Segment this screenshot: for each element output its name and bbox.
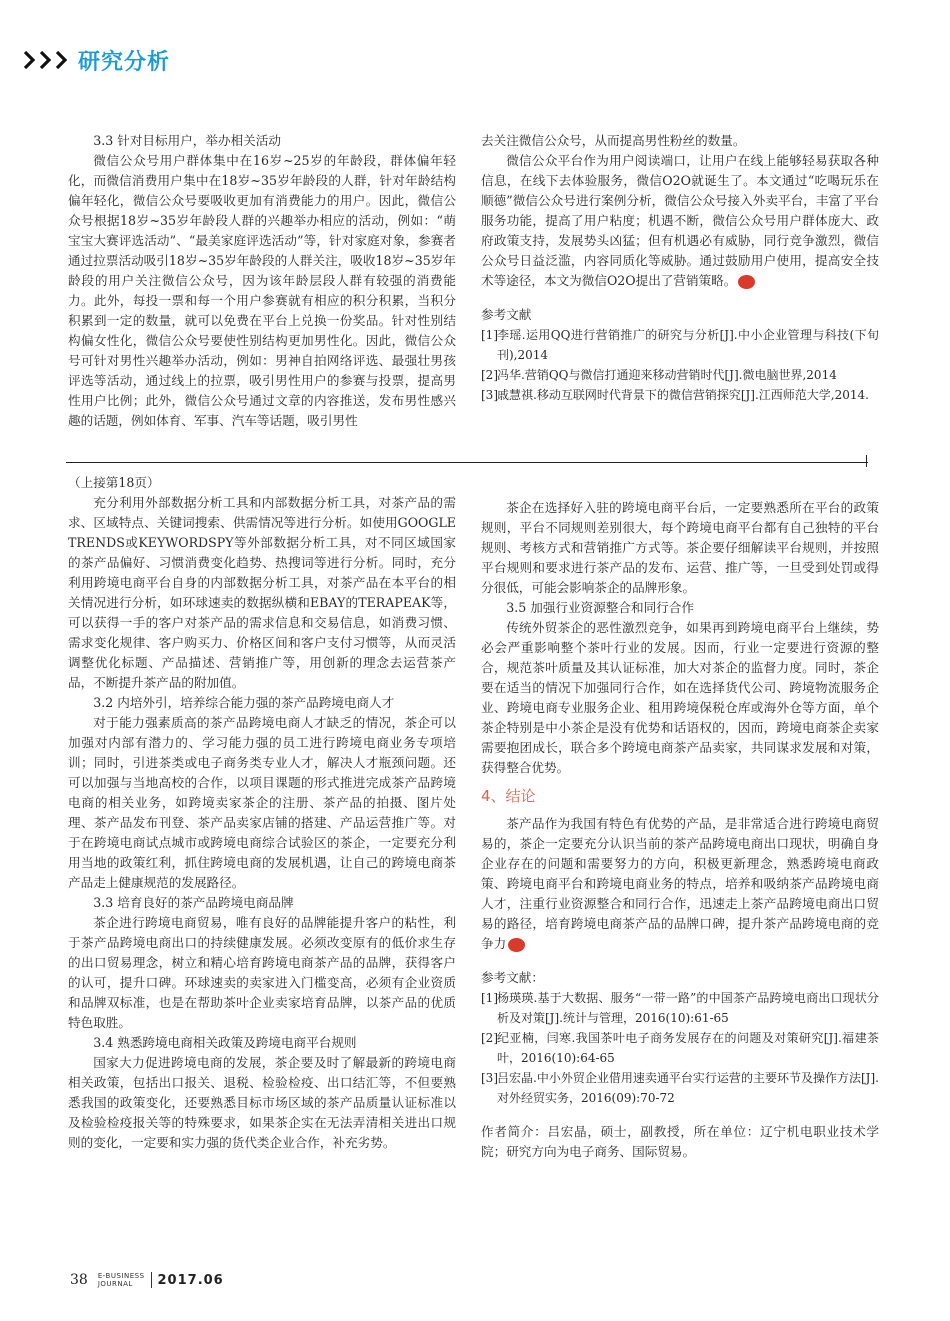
bottom-left-column bbox=[68, 473, 469, 1153]
reference-text: 杨瑛瑛.基于大数据、服务“一带一路”的中国茶产品跨境电商出口现状分析及对策[J].统计与管理，2016(10):61-65 bbox=[497, 991, 879, 1025]
footer-separator bbox=[151, 1272, 152, 1288]
top-left-column bbox=[68, 131, 456, 431]
reference-number: [1] bbox=[481, 328, 498, 342]
reference-text: 李瑶.运用QQ进行营销推广的研究与分析[J].中小企业管理与科技(下旬刊),2014 bbox=[497, 328, 879, 362]
chevron-right-icon bbox=[38, 49, 52, 71]
chevron-right-icon bbox=[54, 49, 68, 71]
journal-name bbox=[98, 1272, 145, 1288]
chevron-right-icon-group bbox=[22, 49, 68, 71]
subsection-heading: 3.3 培育良好的茶产品跨境电商品牌 bbox=[93, 895, 294, 910]
reference-number: [1] bbox=[481, 991, 498, 1005]
reference-number: [3] bbox=[481, 1071, 498, 1085]
paragraph: 国家大力促进跨境电商的发展，茶企要及时了解最新的跨境电商相关政策，包括出口报关、退税、检验检疫、出口结汇等，不但要熟悉我国的政策变化，还要熟悉目标市场区域的茶产品质量认证标准以及检验检疫报关等的特殊要求，如果茶企实在无法弄清相关进出口规则的变化，一定要和实力强的货代类企业合作，补充劣势。 bbox=[68, 1055, 456, 1150]
section-header bbox=[22, 40, 170, 80]
spacer bbox=[481, 1108, 879, 1122]
divider-tick bbox=[866, 455, 867, 467]
paragraph-text: 去关注微信公众号，从而提高男性粉丝的数量。 bbox=[481, 133, 746, 148]
article-divider bbox=[66, 462, 868, 463]
author-bio: 作者简介：吕宏晶，硕士，副教授，所在单位：辽宁机电职业技术学院；研究方向为电子商务、国际贸易。 bbox=[481, 1124, 879, 1159]
paragraph: 对于能力强素质高的茶产品跨境电商人才缺乏的情况，茶企可以加强对内部有潜力的、学习能力强的员工进行跨境电商业务专项培训；同时，引进茶类或电子商务类专业人才，解决人才瓶颈问题。还可以加强与当地高校的合作，以项目课题的形式推进完成茶产品跨境电商的相关业务，如跨境卖家茶企的注册、茶产品的拍摄、图片处理、茶产品发布刊登、茶产品卖家店铺的搭建、产品运营推广等。对于在跨境电商试点城市或跨境电商综合试验区的茶企，一定要充分利用当地的政策红利，抓住跨境电商的发展机遇，让自己的跨境电商茶产品走上健康规范的发展路径。 bbox=[68, 715, 456, 890]
paragraph bbox=[481, 814, 879, 954]
reference-text: 冯华.营销QQ与微信打通迎来移动营销时代[J].微电脑世界,2014 bbox=[497, 368, 837, 382]
paragraph-text: 微信公众平台作为用户阅读端口，让用户在线上能够轻易获取各种信息，在线下去体验服务，微信O2O就诞生了。本文通过“吃喝玩乐在顺德”微信公众号进行案例分析，微信公众号接入外卖平台，丰富了平台服务功能，提高了用户粘度；机遇不断，微信公众号用户群体庞大、政府政策支持，发展势头凶猛；但有机遇必有威胁，同行竞争激烈，微信公众号日益泛滥，内容同质化等威胁。通过鼓励用户使用，提高安全技术等途径，本文为微信O2O提出了营销策略。 bbox=[481, 153, 879, 288]
reference-number: [2] bbox=[481, 1031, 498, 1045]
section-heading-conclusion: 4、结论 bbox=[481, 787, 536, 805]
paragraph-text: 茶产品作为我国有特色有优势的产品，是非常适合进行跨境电商贸易的，茶企一定要充分认识当前的茶产品跨境电商出口现状，明确自身企业存在的问题和需要努力的方向，积极更新理念，熟悉跨境电商政策、跨境电商平台和跨境电商业务的特点，培养和吸纳茶产品跨境电商人才，注重行业资源整合和同行合作，迅速走上茶产品跨境电商出口贸易的路径，培育跨境电商茶产品的品牌口碑，提升茶产品跨境电商的竞争力 bbox=[481, 816, 879, 951]
top-right-column bbox=[481, 131, 879, 405]
paragraph: 充分利用外部数据分析工具和内部数据分析工具，对茶产品的需求、区域特点、关键词搜索、供需情况等进行分析。如使用GOOGLE TRENDS或KEYWORDSPY等外部数据分析工具，对不同区域国家的茶产品偏好、习惯消费变化趋势、热搜词等进行分析。同时，充分利用跨境电商平台自身的内部数据分析工具，对茶产品在本平台的相关情况进行分析，如环球速卖的数据纵横和EBAY的TERAPEAK等，可以获得一手的客户对茶产品的需求信息和交易信息，如消费习惯、需求变化规律、客户购买力、价格区间和客户支付习惯等，从而灵活调整优化标题、产品描述、营销推广等，用创新的理念去运营茶产品，不断提升茶产品的附加值。 bbox=[68, 495, 469, 690]
references-title: 参考文献 bbox=[481, 307, 532, 322]
chevron-right-icon bbox=[22, 49, 36, 71]
subsection-heading: 3.5 加强行业资源整合和同行合作 bbox=[506, 600, 694, 615]
bottom-right-column bbox=[481, 498, 892, 1162]
issue-number: 2017.06 bbox=[157, 1272, 224, 1288]
page-footer bbox=[70, 1272, 224, 1288]
reference-item bbox=[481, 385, 879, 405]
paragraph: 茶企在选择好入驻的跨境电商平台后，一定要熟悉所在平台的政策规则，平台不同规则差别很大，每个跨境电商平台都有自己独特的平台规则、考核方式和营销推广方式等。茶企要仔细解读平台规则，并按照平台规则和要求进行茶产品的发布、运营、推广等，一旦受到处罚或得分很低，可能会影响茶企的品牌形象。 bbox=[481, 500, 879, 595]
reference-text: 吕宏晶.中小外贸企业借用速卖通平台实行运营的主要环节及操作方法[J]. 对外经贸实务，2016(09):70-72 bbox=[497, 1071, 892, 1105]
page-number: 38 bbox=[70, 1272, 88, 1288]
reference-number: [2] bbox=[481, 368, 498, 382]
spacer bbox=[481, 291, 879, 305]
references-title: 参考文献： bbox=[481, 970, 544, 985]
journal-name-line2: JOURNAL bbox=[97, 1280, 133, 1288]
spacer bbox=[481, 954, 879, 968]
paragraph: 茶企进行跨境电商贸易，唯有良好的品牌能提升客户的粘性，利于茶产品跨境电商出口的持续健康发展。必须改变原有的低价求生存的出口贸易理念，树立和精心培育跨境电商茶产品的品牌，获得客户的认可，提升口碑。环球速卖的卖家进入门槛变高，必须有企业资质和品牌双标准，也是在帮助茶叶企业卖家培育品牌，以茶产品的优质特色取胜。 bbox=[68, 915, 456, 1030]
reference-text: 戚慧祺.移动互联网时代背景下的微信营销探究[J].江西师范大学,2014. bbox=[497, 388, 869, 402]
reference-item bbox=[481, 365, 879, 385]
reference-item bbox=[481, 325, 879, 365]
end-seal-icon: ER bbox=[508, 938, 525, 952]
journal-name-line1: E-BUSINESS bbox=[97, 1272, 145, 1280]
reference-item bbox=[481, 1028, 879, 1068]
paragraph bbox=[481, 151, 879, 291]
reference-number: [3] bbox=[481, 388, 498, 402]
paragraph: 传统外贸茶企的恶性激烈竞争，如果再到跨境电商平台上继续，势必会严重影响整个茶叶行业的发展。因而，行业一定要进行资源的整合，规范茶叶质量及其认证标准，加大对茶企的监督力度。同时，茶企要在适当的情况下加强同行合作，如在选择货代公司、跨境物流服务企业、跨境电商专业服务企业、租用跨境保税仓库或海外仓等方面，单个茶企特别是中小茶企是没有优势和话语权的，因而，跨境电商茶企卖家需要抱团成长，联合多个跨境电商茶产品卖家，共同谋求发展和对策，获得整合优势。 bbox=[481, 620, 879, 775]
paragraph: 微信公众号用户群体集中在16岁~25岁的年龄段，群体偏年轻化，而微信消费用户集中在18岁~35岁年龄段的人群，针对年龄结构偏年轻化，微信公众号要吸收更加有消费能力的用户。因此，微信公众号根据18岁~35岁年龄段人群的兴趣举办相应的活动，例如：“萌宝宝大赛评选活动”、“最美家庭评选活动”等，针对家庭对象，参赛者通过拉票活动吸引18岁~35岁年龄段的人群关注，吸收18岁~35岁年龄段的用户关注微信公众号，因为该年龄层段人群有较强的消费能力。此外，每投一票和每一个用户参赛就有相应的积分积累，当积分积累到一定的数量，就可以免费在平台上兑换一份奖品。针对性别结构偏女性化，微信公众号要使性别结构更加男性化。因此，微信公众号可针对男性兴趣举办活动，例如：男神自拍网络评选、最强壮男孩评选等活动，通过线上的拉票，吸引男性用户的参赛与投票，提高男性用户比例；此外，微信公众号通过文章的内容推送，发布男性感兴趣的话题，例如体育、军事、汽车等话题，吸引男性 bbox=[68, 153, 456, 428]
reference-text: 纪亚楠，闫寒.我国茶叶电子商务发展存在的问题及对策研究[J].福建茶叶，2016(10):64-65 bbox=[497, 1031, 879, 1065]
subsection-heading: 3.4 熟悉跨境电商相关政策及跨境电商平台规则 bbox=[93, 1035, 357, 1050]
end-seal-icon: ER bbox=[738, 275, 755, 289]
paragraph bbox=[481, 131, 879, 151]
section-title: 研究分析 bbox=[78, 49, 171, 75]
reference-item bbox=[481, 988, 879, 1028]
reference-item bbox=[481, 1068, 892, 1108]
subsection-heading: 3.2 内培外引，培养综合能力强的茶产品跨境电商人才 bbox=[93, 695, 395, 710]
continuation-note: （上接第18页） bbox=[68, 475, 160, 490]
subsection-heading: 3.3 针对目标用户，举办相关活动 bbox=[93, 133, 281, 148]
